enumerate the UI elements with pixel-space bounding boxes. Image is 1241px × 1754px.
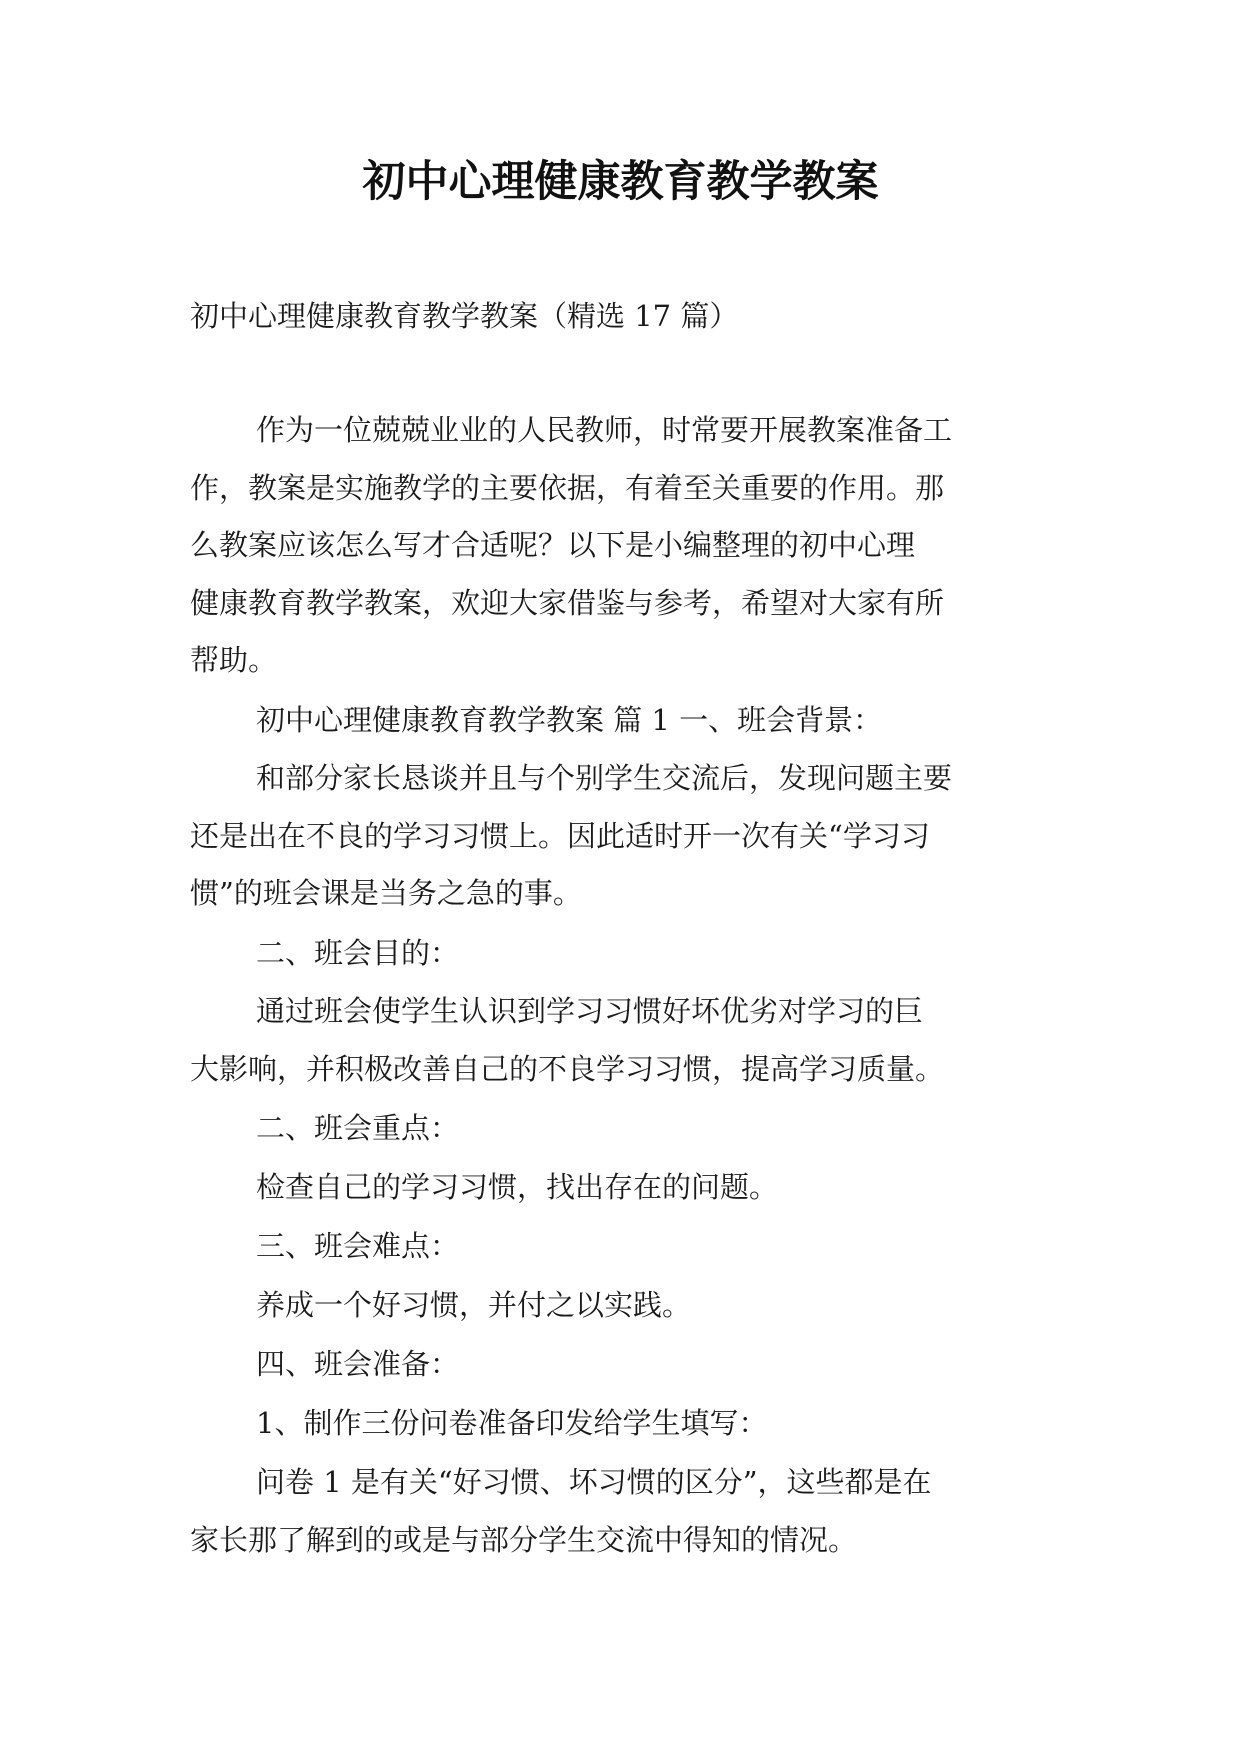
- section-heading: 二、班会重点：: [256, 1111, 460, 1145]
- document-subtitle: 初中心理健康教育教学教案（精选 17 篇）: [190, 299, 739, 333]
- section-heading: 三、班会难点：: [256, 1229, 460, 1263]
- section-heading: 初中心理健康教育教学教案 篇 1 一、班会背景：: [256, 703, 883, 737]
- paragraph-line: 还是出在不良的学习习惯上。因此适时开一次有关“学习习: [190, 819, 930, 853]
- section-heading: 四、班会准备：: [256, 1347, 460, 1381]
- paragraph-line: 1、制作三份问卷准备印发给学生填写：: [256, 1406, 768, 1440]
- paragraph-line: 作为一位兢兢业业的人民教师，时常要开展教案准备工: [256, 413, 953, 447]
- paragraph-line: 家长那了解到的或是与部分学生交流中得知的情况。: [190, 1523, 858, 1557]
- paragraph-line: 么教案应该怎么写才合适呢？以下是小编整理的初中心理: [190, 528, 916, 562]
- paragraph-line: 健康教育教学教案，欢迎大家借鉴与参考，希望对大家有所: [190, 586, 945, 620]
- paragraph-line: 和部分家长恳谈并且与个别学生交流后，发现问题主要: [256, 761, 953, 795]
- paragraph-line: 作，教案是实施教学的主要依据，有着至关重要的作用。那: [190, 471, 945, 505]
- paragraph-line: 问卷 1 是有关“好习惯、坏习惯的区分”，这些都是在: [256, 1465, 932, 1499]
- paragraph-line: 惯”的班会课是当务之急的事。: [190, 876, 582, 910]
- paragraph-line: 帮助。: [190, 643, 278, 677]
- paragraph-line: 养成一个好习惯，并付之以实践。: [256, 1288, 692, 1322]
- section-heading: 二、班会目的：: [256, 936, 460, 970]
- document-title: 初中心理健康教育教学教案: [362, 157, 879, 207]
- paragraph-line: 通过班会使学生认识到学习习惯好坏优劣对学习的巨: [256, 994, 924, 1028]
- paragraph-line: 检查自己的学习习惯，找出存在的问题。: [256, 1170, 779, 1204]
- paragraph-line: 大影响，并积极改善自己的不良学习习惯，提高学习质量。: [190, 1052, 945, 1086]
